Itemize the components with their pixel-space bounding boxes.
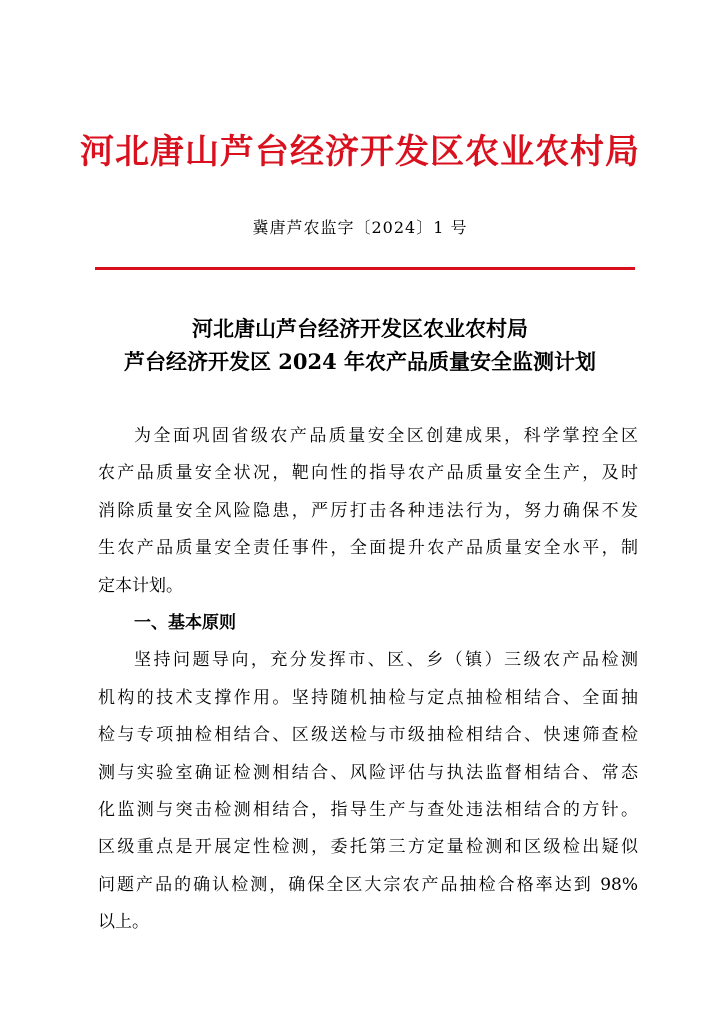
- intro-line-4: 生农产品质量安全责任事件，全面提升农产品质量安全水平，制: [98, 538, 638, 559]
- document-number: 冀唐芦农监字〔2024〕1 号: [252, 218, 468, 237]
- section-heading-basic-principles: 一、基本原则: [134, 612, 236, 633]
- section1-line-7: 问题产品的确认检测，确保全区大宗农产品抽检合格率达到 98%: [98, 874, 638, 895]
- section1-line-5: 化监测与突击检测相结合，指导生产与查处违法相结合的方针。: [98, 799, 638, 820]
- section1-line-4: 测与实验室确证检测相结合、风险评估与执法监督相结合、常态: [98, 762, 638, 783]
- section1-line-8: 以上。: [98, 912, 149, 933]
- intro-line-3: 消除质量安全风险隐患，严厉打击各种违法行为，努力确保不发: [98, 500, 638, 521]
- agency-red-header: 河北唐山芦台经济开发区农业农村局: [80, 132, 640, 172]
- section1-line-2: 机构的技术支撑作用。坚持随机抽检与定点抽检相结合、全面抽: [98, 687, 638, 708]
- document-title: [60, 312, 660, 378]
- section1-line-3: 检与专项抽检相结合、区级送检与市级抽检相结合、快速筛查检: [98, 725, 638, 746]
- section1-line-6: 区级重点是开展定性检测，委托第三方定量检测和区级检出疑似: [98, 837, 638, 858]
- section1-line-1: 坚持问题导向，充分发挥市、区、乡（镇）三级农产品检测: [134, 650, 638, 671]
- document-body: [98, 418, 638, 941]
- intro-line-2: 农产品质量安全状况，靶向性的指导农产品质量安全生产，及时: [98, 463, 638, 484]
- title-line-1: 河北唐山芦台经济开发区农业农村局: [192, 316, 528, 341]
- intro-line-5: 定本计划。: [98, 575, 183, 596]
- red-separator-line: [95, 267, 635, 270]
- intro-line-1: 为全面巩固省级农产品质量安全区创建成果，科学掌控全区: [134, 426, 638, 446]
- title-line-2: 芦台经济开发区 2024 年农产品质量安全监测计划: [123, 349, 597, 374]
